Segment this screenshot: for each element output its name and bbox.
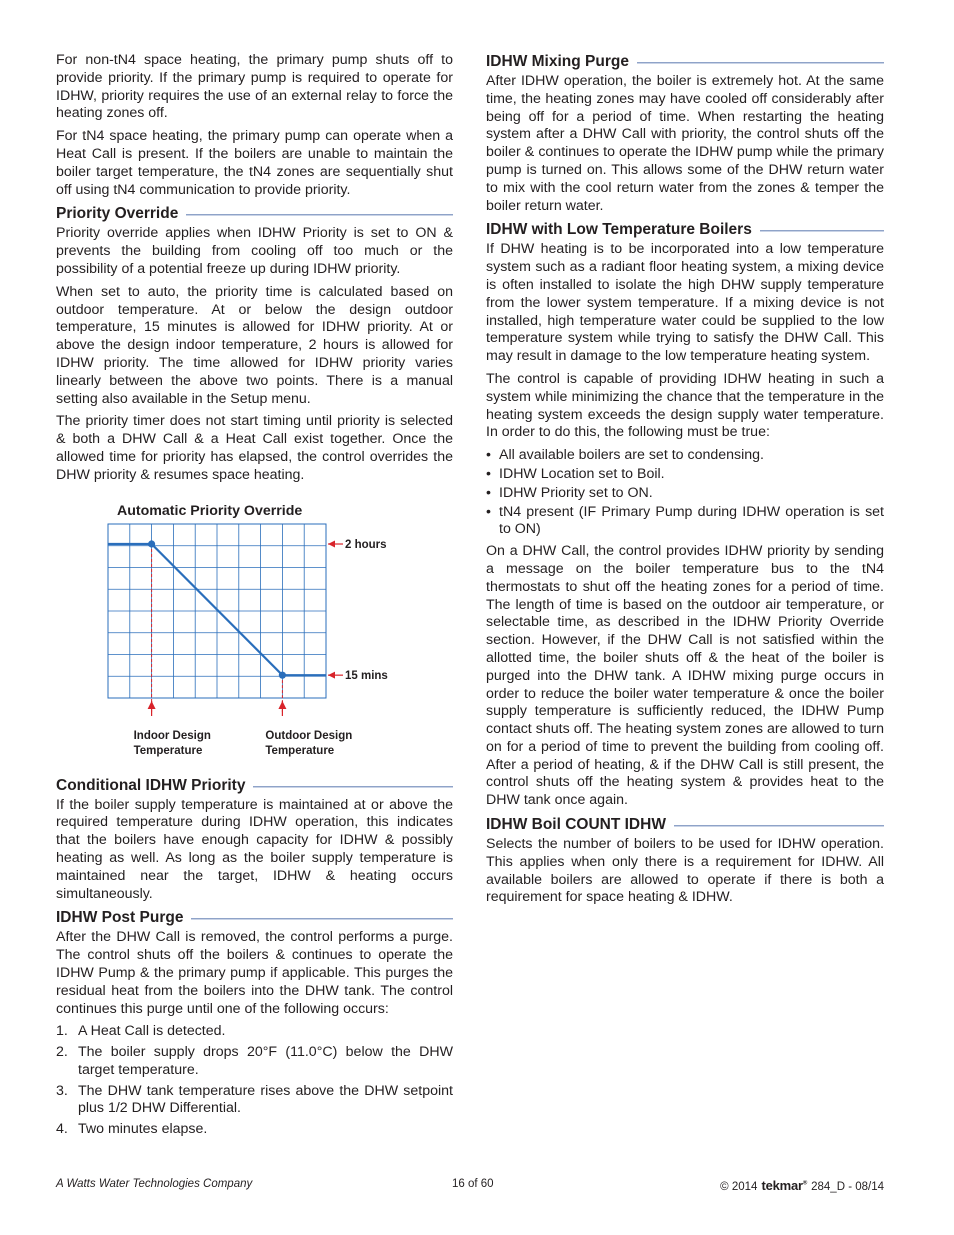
low-temp-conditions-list bbox=[486, 447, 884, 539]
heading-text: IDHW Boil COUNT IDHW bbox=[486, 816, 666, 834]
list-item bbox=[56, 1121, 453, 1139]
post-purge-paragraph-1: After the DHW Call is removed, the control performs a purge. The control shuts off the boilers & continues to operate the IDHW Pump & the primary pump if applicable. This purges the residual heat from the boilers into the DHW tank. The control continues this purge until one of the following occurs: bbox=[56, 929, 453, 1017]
list-item bbox=[56, 1083, 453, 1119]
list-item: • IDHW Priority set to ON. bbox=[486, 485, 884, 503]
low-temp-paragraph-1: If DHW heating is to be incorporated into a low temperature system such as a radiant floor heating system, a mixing device is often installed to isolate the high DHW supply temperature from the lower system temperature. If a mixing device is not installed, high temperature water could be supplied to the low temperature system while trying to satisfy the DHW Call. This may result in damage to the low temperature heating system. bbox=[486, 241, 884, 365]
intro-paragraph-1: For non-tN4 space heating, the primary pump shuts off to provide priority. If the primary pump is required to operate for IDHW, priority requires the use of an external relay to force the heating zones off. bbox=[56, 52, 453, 122]
heading-rule bbox=[637, 62, 884, 64]
intro-paragraph-2: For tN4 space heating, the primary pump can operate when a Heat Call is present. If the boilers are unable to maintain the boiler target temperature, the tN4 zones are sequentially shut off using tN4 communication to provide priority. bbox=[56, 128, 453, 198]
x-label-indoor-line-1: Indoor Design bbox=[133, 729, 211, 742]
heading-text: IDHW with Low Temperature Boilers bbox=[486, 221, 752, 239]
section-heading-boil-count bbox=[486, 815, 884, 835]
list-text: The DHW tank temperature rises above the DHW setpoint plus 1/2 DHW Differential. bbox=[78, 1082, 453, 1117]
heading-rule bbox=[760, 230, 884, 232]
priority-override-paragraph-1: Priority override applies when IDHW Priority is set to ON & prevents the building from cooling off too much or the possibility of a potential freeze up during IDHW priority. bbox=[56, 225, 453, 277]
outdoor-arrow-head bbox=[278, 701, 286, 709]
brand-mark: ® bbox=[802, 1180, 808, 1187]
list-text: Two minutes elapse. bbox=[78, 1121, 208, 1138]
footer-copyright: © 2014 bbox=[720, 1181, 758, 1193]
chart-svg bbox=[56, 503, 453, 771]
footer-right bbox=[720, 1178, 884, 1193]
indoor-arrow-head bbox=[148, 701, 156, 709]
brand-logo bbox=[761, 1178, 807, 1193]
heading-text: Priority Override bbox=[56, 205, 179, 223]
indoor-point-marker bbox=[148, 540, 155, 547]
list-text: A Heat Call is detected. bbox=[78, 1023, 226, 1040]
low-arrow-head bbox=[328, 671, 335, 678]
x-label-indoor-line-2: Temperature bbox=[133, 744, 203, 757]
priority-override-chart bbox=[56, 503, 453, 771]
list-number: 3. bbox=[56, 1082, 68, 1099]
right-column bbox=[486, 52, 884, 912]
priority-override-paragraph-3: The priority timer does not start timing until priority is selected & both a DHW Call & a Heat Call exist together. Once the allowed time for priority has elapsed, the control overrides the DHW priority & resumes space heating. bbox=[56, 413, 453, 483]
list-item bbox=[56, 1023, 453, 1041]
chart-title: Automatic Priority Override bbox=[117, 502, 303, 519]
list-number: 2. bbox=[56, 1044, 68, 1061]
y-label-low: 15 mins bbox=[345, 669, 388, 682]
boil-count-paragraph-1: Selects the number of boilers to be used for IDHW operation. This applies when only there is a requirement for IDHW. All available boilers are allowed to operate if there is both a requirement for space heating & IDHW. bbox=[486, 836, 884, 906]
low-temp-paragraph-3: On a DHW Call, the control provides IDHW priority by sending a message on the boiler temperature bus to the tN4 thermostats to shut off the heating zones for a period of time. The length of time is based on the outdoor air temperature, or selectable time, as described in the IDHW Priority Override section. However, if the DHW Call is not satisfied within the allotted time, the boiler shuts off & the heat of the boiler is purged into the DHW tank. A IDHW mixing purge occurs in order to reduce the boiler water temperature & once the boiler supply temperature is sufficiently reduced, the IDHW Pump contact shuts off. The heating system zones are allowed to turn on for a period of time to prevent the building from cooling off. After a period of heating, & if the DHW Call is still present, the control shuts off the heating system & provides heat to the DHW tank once again. bbox=[486, 543, 884, 809]
heading-text: Conditional IDHW Priority bbox=[56, 776, 246, 794]
list-text: The boiler supply drops 20°F (11.0°C) below the DHW target temperature. bbox=[78, 1044, 453, 1078]
list-item: • IDHW Location set to Boil. bbox=[486, 466, 884, 484]
section-heading-low-temp bbox=[486, 220, 884, 240]
low-temp-paragraph-2: The control is capable of providing IDHW heating in such a system while minimizing the chance that the temperature in the heating system exceeds the design supply water temperature. In order to do this, the following must be true: bbox=[486, 370, 884, 441]
y-label-high: 2 hours bbox=[345, 538, 387, 551]
section-heading-post-purge bbox=[56, 908, 453, 928]
footer-page-number: 16 of 60 bbox=[452, 1178, 494, 1190]
heading-text: IDHW Mixing Purge bbox=[486, 53, 629, 70]
outdoor-point-marker bbox=[279, 671, 286, 678]
list-item: • tN4 present (IF Primary Pump during IDHW operation is set to ON) bbox=[486, 504, 884, 540]
list-number: 1. bbox=[56, 1023, 68, 1040]
mixing-purge-paragraph-1: After IDHW operation, the boiler is extremely hot. At the same time, the heating zones may have cooled off considerably after being off for a period of time. When restarting the heating system after a DHW Call with priority, the control shuts off the boiler & continues to operate the IDHW pump while the primary pump is turned on. This allows some of the DHW return water to mix with the cool return water from the zones & temper the boiler return water. bbox=[486, 73, 884, 214]
conditional-paragraph-1: If the boiler supply temperature is maintained at or above the required temperature during IDHW operation, this indicates that the boilers have enough capacity for IDHW & possibly heating as well. As long as the boiler supply temperature is maintained near the target, IDHW & heating occurs simultaneously. bbox=[56, 796, 453, 902]
left-column bbox=[56, 52, 453, 1142]
heading-rule bbox=[253, 786, 453, 788]
heading-text: IDHW Post Purge bbox=[56, 909, 184, 927]
priority-override-paragraph-2: When set to auto, the priority time is calculated based on outdoor temperature. At or below the design outdoor temperature, 15 minutes is allowed for IDHW priority. At or above the design indoor temperature, 2 hours is allowed for IDHW priority. The time allowed for IDHW priority varies linearly between the above two points. There is a manual setting also available in the Setup menu. bbox=[56, 283, 453, 407]
section-heading-priority-override bbox=[56, 204, 453, 224]
x-label-outdoor-line-1: Outdoor Design bbox=[265, 729, 353, 742]
heading-rule bbox=[191, 918, 453, 920]
heading-rule bbox=[674, 825, 884, 827]
footer-company: A Watts Water Technologies Company bbox=[56, 1178, 253, 1190]
section-heading-mixing-purge bbox=[486, 52, 884, 72]
high-arrow-head bbox=[328, 540, 335, 547]
post-purge-list bbox=[56, 1023, 453, 1139]
x-label-outdoor-line-2: Temperature bbox=[265, 744, 335, 757]
section-heading-conditional bbox=[56, 776, 453, 796]
footer-doc-number: 284_D - 08/14 bbox=[811, 1181, 884, 1193]
list-item bbox=[56, 1044, 453, 1080]
list-number: 4. bbox=[56, 1121, 68, 1138]
brand-name: tekmar bbox=[761, 1178, 803, 1193]
list-item: • All available boilers are set to condensing. bbox=[486, 447, 884, 465]
heading-rule bbox=[186, 214, 453, 216]
